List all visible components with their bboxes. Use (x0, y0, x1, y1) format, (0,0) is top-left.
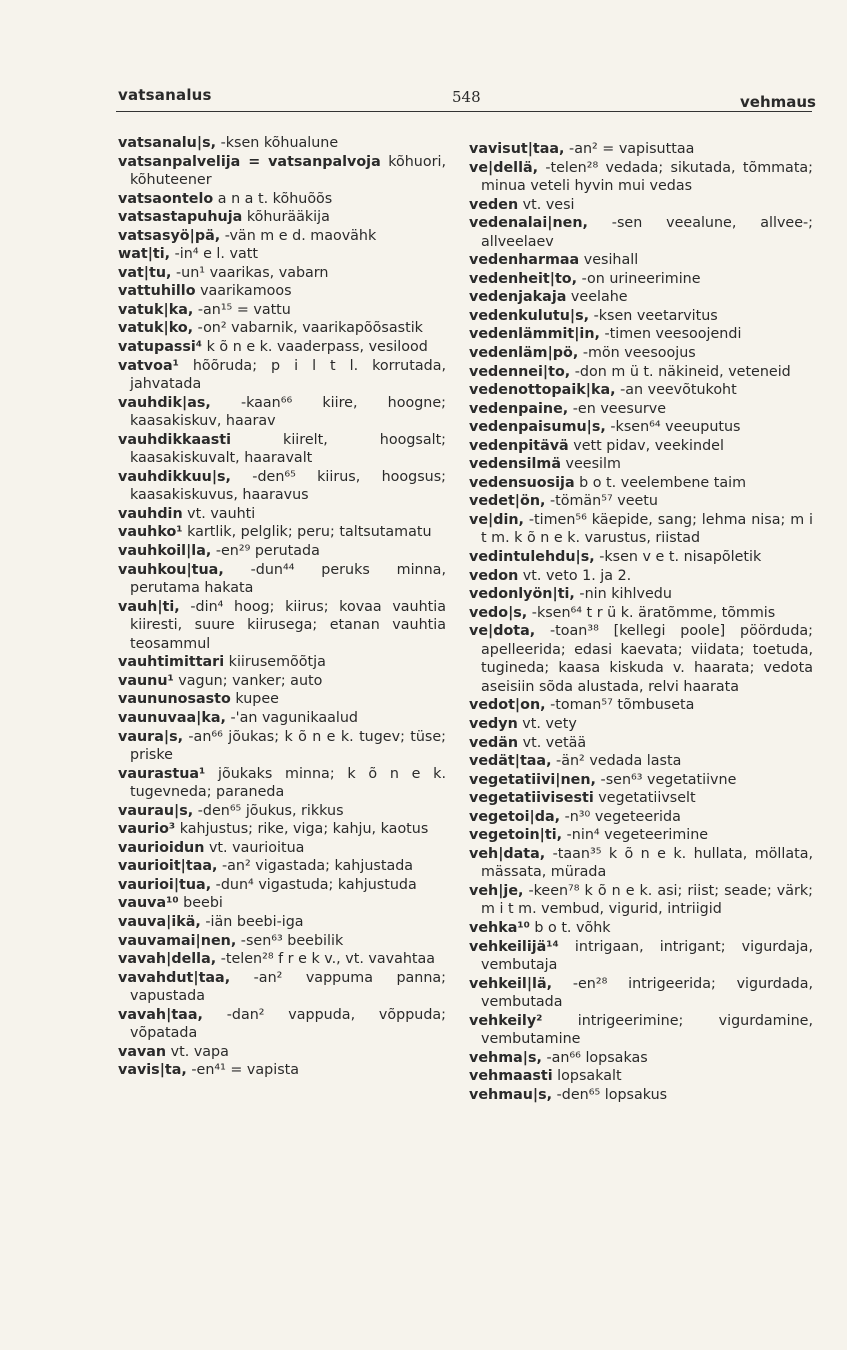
dictionary-entry (118, 319, 446, 338)
entry-definition: kiirusemõõtja (224, 654, 326, 671)
entry-definition: -tömän⁵⁷ veetu (545, 493, 658, 510)
dictionary-entry (118, 894, 446, 913)
entry-headword: vedot|on, (469, 697, 546, 714)
entry-headword: vaununosasto (118, 691, 231, 708)
dictionary-entry (469, 307, 813, 326)
dictionary-entry (469, 455, 813, 474)
running-head-right: vehmaus (740, 93, 816, 111)
entry-definition: b o t. veelembene taim (574, 474, 747, 491)
entry-headword: vauhdikkaasti (118, 431, 232, 448)
dictionary-entry (118, 820, 446, 839)
entry-definition: -än² vedada lasta (551, 753, 682, 770)
entry-headword: vat|tu, (118, 264, 172, 281)
entry-definition: -ksen v e t. nisapõletik (594, 549, 762, 566)
entry-definition: vaarikamoos (195, 283, 292, 300)
entry-definition: -toman⁵⁷ tõmbuseta (545, 697, 695, 714)
right-column (469, 140, 813, 1104)
entry-headword: vehkeilijä¹⁴ (469, 938, 559, 955)
entry-definition: vt. vesi (518, 196, 575, 213)
entry-headword: vaurastua¹ (118, 765, 206, 782)
entry-definition: -taan³⁵ k õ n e k. hullata, möllata, mässata, mürada (481, 845, 813, 881)
dictionary-entry (469, 325, 813, 344)
entry-definition: veelahe (566, 289, 628, 306)
dictionary-entry (469, 696, 813, 715)
entry-headword: vehkeil|lä, (469, 975, 553, 992)
entry-headword: vaunu¹ (118, 672, 174, 689)
dictionary-entry (469, 344, 813, 363)
entry-definition: -n³⁰ vegeteerida (560, 808, 681, 825)
dictionary-entry (469, 251, 813, 270)
entry-headword: vaurau|s, (118, 802, 194, 819)
entry-headword: vedän (469, 734, 519, 751)
entry-headword: vatsanpalvelija = vatsanpalvoja (118, 153, 381, 170)
dictionary-entry (118, 227, 446, 246)
entry-headword: vaurioi|tua, (118, 876, 212, 893)
entry-headword: veden (469, 196, 519, 213)
entry-definition: kõhuori, kõhuteener (130, 153, 447, 189)
dictionary-entry (469, 492, 813, 511)
entry-definition: -dan² vappuda, võppuda; võpatada (130, 1006, 446, 1042)
entry-definition: beebi (178, 895, 223, 912)
entry-definition: -den⁶⁵ lopsakus (552, 1086, 668, 1103)
dictionary-entry (469, 511, 813, 548)
entry-definition: -an¹⁵ = vattu (193, 301, 291, 318)
entry-headword: vatupassi⁴ (118, 339, 203, 356)
dictionary-entry (118, 357, 446, 394)
dictionary-entry (118, 338, 446, 357)
entry-headword: vedo|s, (469, 604, 528, 621)
entry-definition: vt. vauhti (182, 505, 256, 522)
dictionary-entry (469, 400, 813, 419)
entry-definition: kartlik, pelglik; peru; taltsutamatu (182, 524, 432, 541)
entry-definition: vett pidav, veekindel (568, 437, 724, 454)
entry-headword: vauhko¹ (118, 524, 183, 541)
entry-headword: vauhtimittari (118, 654, 225, 671)
entry-headword: vavan (118, 1043, 167, 1060)
dictionary-entry (118, 690, 446, 709)
dictionary-entry (118, 1061, 446, 1080)
entry-headword: wat|ti, (118, 246, 171, 263)
entry-definition: vt. vetää (518, 734, 587, 751)
dictionary-entry (118, 653, 446, 672)
entry-headword: vedät|taa, (469, 753, 552, 770)
dictionary-entry (469, 288, 813, 307)
entry-headword: ve|dellä, (469, 159, 539, 176)
dictionary-entry (469, 789, 813, 808)
entry-definition: -timen veesoojendi (599, 326, 742, 343)
entry-definition: vt. vaurioitua (204, 839, 305, 856)
entry-headword: vedyn (469, 715, 518, 732)
dictionary-entry (118, 1043, 446, 1062)
entry-headword: vedensilmä (469, 456, 561, 473)
dictionary-entry (469, 437, 813, 456)
entry-headword: ve|dota, (469, 623, 536, 640)
entry-definition: kahjustus; rike, viga; kahju, kaotus (175, 821, 429, 838)
entry-definition: -telen²⁸ vedada; sikutada, tõmmata; minua veteli hyvin mui vedas (481, 159, 813, 195)
entry-headword: vavis|ta, (118, 1062, 187, 1079)
entry-definition: -kaan⁶⁶ kiire, hoogne; kaasakiskuv, haarav (130, 394, 446, 430)
entry-definition: -an⁶⁶ lopsakas (541, 1049, 648, 1066)
entry-headword: vaurioidun (118, 839, 205, 856)
entry-definition: jõukaks minna; k õ n e k. tugevneda; paraneda (130, 765, 446, 801)
entry-definition: -ksen⁶⁴ t r ü k. äratõmme, tõmmis (527, 604, 776, 621)
entry-definition: vt. veto 1. ja 2. (518, 567, 632, 584)
entry-definition: -sen veealune, allvee-; allveelaev (481, 215, 813, 250)
dictionary-entry (469, 734, 813, 753)
dictionary-entry (469, 826, 813, 845)
entry-definition: -nin kihlvedu (574, 586, 672, 603)
entry-definition: -telen²⁸ f r e k v., vt. vavahtaa (216, 951, 436, 968)
entry-definition: lopsakalt (552, 1068, 622, 1085)
dictionary-entry (469, 363, 813, 382)
dictionary-entry (469, 381, 813, 400)
entry-headword: vauh|ti, (118, 598, 180, 615)
dictionary-entry (469, 418, 813, 437)
dictionary-entry (118, 153, 446, 190)
dictionary-entry (118, 932, 446, 951)
dictionary-entry (469, 1049, 813, 1068)
dictionary-entry (118, 134, 446, 153)
entry-headword: vauvamai|nen, (118, 932, 237, 949)
dictionary-entry (118, 245, 446, 264)
entry-headword: vedonlyön|ti, (469, 586, 575, 603)
entry-definition: -in⁴ e l. vatt (170, 246, 258, 263)
entry-definition: kupee (230, 691, 279, 708)
dictionary-entry (469, 771, 813, 790)
entry-headword: vehka¹⁰ (469, 919, 530, 936)
entry-definition: -on² vabarnik, vaarikapõõsastik (193, 320, 423, 337)
entry-headword: vatsanalu|s, (118, 135, 217, 151)
dictionary-entry (469, 715, 813, 734)
dictionary-entry (118, 969, 446, 1006)
entry-headword: vegetatiivi|nen, (469, 771, 596, 788)
entry-headword: vaurioit|taa, (118, 858, 218, 875)
entry-headword: vedenottopaik|ka, (469, 382, 616, 399)
entry-definition: k õ n e k. vaaderpass, vesilood (202, 339, 428, 356)
dictionary-entry (118, 208, 446, 227)
header-rule (116, 111, 812, 112)
entry-definition: vesihall (579, 252, 639, 269)
dictionary-entry (469, 808, 813, 827)
entry-headword: vehkeily² (469, 1012, 543, 1029)
entry-headword: vegetatiivisesti (469, 790, 594, 807)
entry-definition: b o t. võhk (529, 919, 611, 936)
entry-definition: hõõruda; p i l t l. korrutada, jahvatada (130, 357, 446, 393)
dictionary-entry (469, 270, 813, 289)
entry-definition: vegetatiivselt (593, 790, 696, 807)
dictionary-entry (118, 839, 446, 858)
entry-headword: vedenharmaa (469, 252, 580, 269)
entry-headword: vedenpaisumu|s, (469, 419, 606, 436)
entry-headword: vedenalai|nen, (469, 215, 588, 232)
entry-headword: vedenpaine, (469, 400, 569, 417)
entry-definition: -ksen veetarvitus (589, 307, 718, 324)
entry-headword: vatsasyö|pä, (118, 227, 221, 244)
dictionary-entry (118, 728, 446, 765)
dictionary-entry (118, 468, 446, 505)
dictionary-entry (469, 1012, 813, 1049)
entry-definition: -toan³⁸ [kellegi poole] pöörduda; apelleerida; edasi kaevata; viidata; toetuda, tugineda; kaasa kiskuda v. haarata; vedota aseisiin sõda alustada, relvi haarata (481, 623, 813, 695)
entry-headword: vauhdik|as, (118, 394, 211, 411)
entry-definition: intrigeerimine; vigurdamine, vembutamine (481, 1012, 813, 1048)
dictionary-entry (469, 604, 813, 623)
entry-definition: -sen⁶³ vegetatiivne (596, 771, 737, 788)
entry-definition: -an veevõtukoht (615, 382, 737, 399)
dictionary-entry (118, 190, 446, 209)
dictionary-entry (118, 394, 446, 431)
dictionary-entry (118, 561, 446, 598)
dictionary-entry (118, 505, 446, 524)
entry-headword: vavah|della, (118, 951, 217, 968)
entry-definition: kiirelt, hoogsalt; kaasakiskuvalt, haaravalt (130, 431, 446, 467)
entry-definition: -din⁴ hoog; kiirus; kovaa vauhtia kiiresti, suure kiirusega; etanan vauhtia teosammul (130, 598, 446, 652)
dictionary-entry (469, 585, 813, 604)
entry-headword: veh|je, (469, 882, 524, 899)
dictionary-entry (118, 264, 446, 283)
entry-definition: -sen⁶³ beebilik (236, 932, 344, 949)
dictionary-entry (118, 857, 446, 876)
entry-headword: vedenlämmit|in, (469, 326, 600, 343)
entry-definition: -iän beebi-iga (200, 913, 304, 930)
entry-headword: vauva¹⁰ (118, 895, 179, 912)
dictionary-entry (118, 523, 446, 542)
entry-headword: vatuk|ka, (118, 301, 194, 318)
dictionary-entry (469, 1086, 813, 1105)
entry-headword: vedintulehdu|s, (469, 549, 595, 566)
entry-headword: vauhkoil|la, (118, 543, 212, 560)
entry-headword: vauhdin (118, 505, 183, 522)
dictionary-entry (469, 1067, 813, 1086)
entry-definition: -dun⁴ vigastuda; kahjustuda (211, 876, 417, 893)
dictionary-entry (118, 431, 446, 468)
entry-headword: vedenheit|to, (469, 270, 578, 287)
entry-headword: vegetoin|ti, (469, 827, 563, 844)
dictionary-entry (469, 882, 813, 919)
entry-definition: -en veesurve (568, 400, 667, 417)
entry-definition: -vän m e d. maovähk (220, 227, 377, 244)
entry-definition: -ksen kõhualune (216, 135, 339, 151)
entry-definition: -on urineerimine (577, 270, 701, 287)
dictionary-entry (469, 938, 813, 975)
entry-headword: vatuk|ko, (118, 320, 194, 337)
entry-definition: -dun⁴⁴ peruks minna, perutama hakata (130, 561, 446, 597)
entry-definition: -don m ü t. näkineid, veteneid (570, 363, 791, 380)
dictionary-entry (118, 301, 446, 320)
entry-headword: vedenläm|pö, (469, 345, 579, 362)
entry-definition: -keen⁷⁸ k õ n e k. asi; riist; seade; värk; m i t m. vembud, vigurid, intriigid (481, 882, 813, 918)
entry-headword: vedon (469, 567, 519, 584)
entry-definition: intrigaan, intrigant; vigurdaja, vembutaja (481, 938, 813, 974)
entry-definition: a n a t. kõhuõõs (213, 190, 333, 207)
entry-definition: -den⁶⁵ jõukus, rikkus (193, 802, 344, 819)
dictionary-entry (118, 598, 446, 654)
dictionary-entry (469, 975, 813, 1012)
entry-definition: -en⁴¹ = vapista (186, 1062, 300, 1079)
entry-headword: vaunuvaa|ka, (118, 709, 226, 726)
entry-headword: vavisut|taa, (469, 141, 565, 157)
page-number: 548 (452, 88, 481, 106)
left-column (118, 134, 446, 1080)
entry-headword: vauhdikkuu|s, (118, 468, 231, 485)
entry-headword: vedenpitävä (469, 437, 569, 454)
dictionary-entry (469, 474, 813, 493)
entry-definition: vt. vapa (166, 1043, 229, 1060)
entry-headword: vehmau|s, (469, 1086, 553, 1103)
entry-headword: vavah|taa, (118, 1006, 203, 1023)
dictionary-entry (469, 196, 813, 215)
entry-headword: vatsastapuhuja (118, 209, 243, 226)
entry-headword: vedenjakaja (469, 289, 567, 306)
dictionary-entry (118, 542, 446, 561)
entry-headword: vauva|ikä, (118, 913, 201, 930)
entry-definition: -an² = vapisuttaa (564, 141, 695, 157)
dictionary-entry (469, 845, 813, 882)
dictionary-entry (469, 214, 813, 251)
entry-definition: -den⁶⁵ kiirus, hoogsus; kaasakiskuvus, haaravus (130, 468, 446, 504)
entry-headword: vatsaontelo (118, 190, 214, 207)
dictionary-entry (118, 1006, 446, 1043)
entry-headword: vaura|s, (118, 728, 184, 745)
entry-headword: vehma|s, (469, 1049, 542, 1066)
entry-headword: vaurio³ (118, 821, 176, 838)
dictionary-entry (469, 567, 813, 586)
dictionary-entry (118, 802, 446, 821)
entry-headword: vedennei|to, (469, 363, 571, 380)
entry-definition: -en²⁹ perutada (211, 543, 320, 560)
dictionary-entry (118, 913, 446, 932)
entry-definition: vt. vety (517, 715, 577, 732)
entry-definition: vagun; vanker; auto (173, 672, 323, 689)
entry-definition: -an² vappuma panna; vapustada (130, 969, 446, 1005)
entry-headword: vehmaasti (469, 1068, 553, 1085)
dictionary-entry (469, 752, 813, 771)
entry-headword: vatvoa¹ (118, 357, 179, 374)
dictionary-entry (118, 709, 446, 728)
dictionary-entry (118, 672, 446, 691)
dictionary-entry (469, 140, 813, 159)
entry-definition: veesilm (560, 456, 621, 473)
entry-headword: vegetoi|da, (469, 808, 561, 825)
dictionary-entry (469, 159, 813, 196)
entry-definition: -'an vagunikaalud (225, 709, 358, 726)
running-head-left: vatsanalus (118, 86, 212, 104)
entry-definition: -nin⁴ vegeteerimine (562, 827, 709, 844)
entry-definition: kõhurääkija (242, 209, 330, 226)
dictionary-entry (118, 765, 446, 802)
dictionary-entry (469, 622, 813, 696)
dictionary-entry (118, 282, 446, 301)
entry-headword: vedet|ön, (469, 493, 546, 510)
dictionary-entry (118, 876, 446, 895)
entry-definition: -ksen⁶⁴ veeuputus (605, 419, 741, 436)
entry-definition: -an² vigastada; kahjustada (217, 858, 414, 875)
entry-definition: -un¹ vaarikas, vabarn (171, 264, 329, 281)
entry-headword: vavahdut|taa, (118, 969, 231, 986)
entry-headword: vattuhillo (118, 283, 196, 300)
entry-definition: -en²⁸ intrigeerida; vigurdada, vembutada (481, 975, 813, 1011)
dictionary-entry (118, 950, 446, 969)
dictionary-entry (469, 919, 813, 938)
entry-definition: -timen⁵⁶ käepide, sang; lehma nisa; m i t m. k õ n e k. varustus, riistad (481, 511, 813, 547)
entry-headword: ve|din, (469, 511, 524, 528)
entry-headword: vauhkou|tua, (118, 561, 224, 578)
entry-headword: veh|data, (469, 845, 546, 862)
entry-headword: vedensuosija (469, 474, 575, 491)
entry-headword: vedenkulutu|s, (469, 307, 590, 324)
dictionary-entry (469, 548, 813, 567)
entry-definition: -an⁶⁶ jõukas; k õ n e k. tugev; tüse; priske (130, 728, 446, 764)
entry-definition: -mön veesoojus (578, 345, 696, 362)
